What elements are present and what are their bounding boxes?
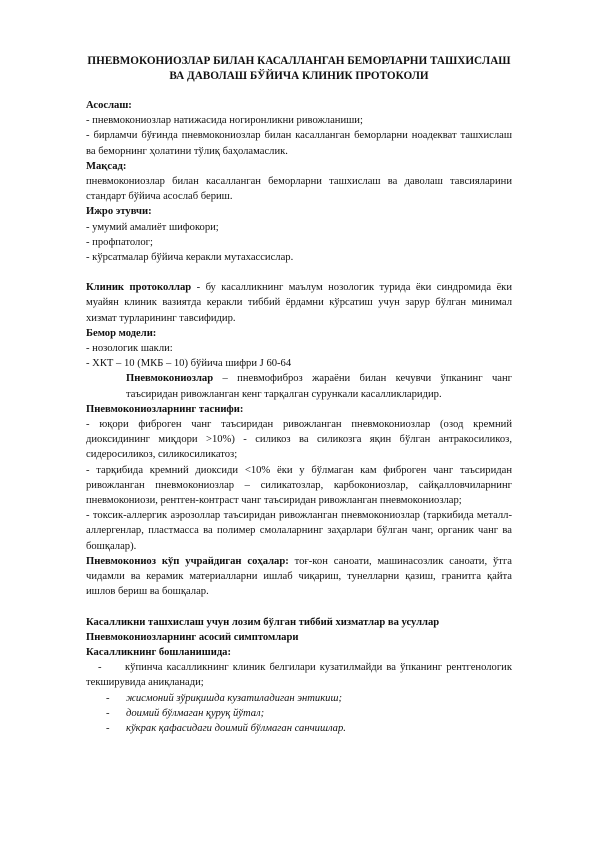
dash-mark: -	[106, 692, 110, 704]
list-item: - профпатолог;	[86, 236, 153, 248]
maqsad-text: пневмокониозлар билан касалланган беморларни ташхислаш ва даволаш тавсияларини стандарт бўйича асослаб бериш.	[86, 176, 512, 203]
list-item	[86, 691, 512, 706]
ijro-heading: Ижро этувчи:	[86, 206, 152, 218]
asoslash-heading: Асослаш:	[86, 100, 132, 111]
list-item	[86, 706, 512, 721]
list-item	[86, 721, 512, 736]
symptom-text: кўкрак қафасидаги доимий бўлмаган санчишлар.	[126, 722, 346, 734]
asoslash-item: - бирламчи бўғинда пневмокониозлар билан касалланган беморларни ноадекват ташхислаш ва беморнинг ҳолатини тўлиқ баҳоламаслик.	[86, 130, 512, 157]
dash-mark: -	[98, 662, 102, 674]
klinik-definition: - бу касалликнинг маълум нозологик турида ёки синдромида ёки муайян клиник вазиятда керакли тиббий ёрдамни кўрсатиш учун зарур бўлган минимал хизмат турларининг тавсифидир.	[86, 282, 512, 324]
onset-intro-text: кўпинча касалликнинг клиник белгилари кузатилмайди ва ўпканинг рентгенологик текширувида аниқланади;	[86, 662, 512, 689]
definition-paragraph	[86, 371, 512, 401]
symptom-text: доимий бўлмаган қуруқ йўтал;	[126, 707, 265, 719]
sohalar-text: тоғ-кон саноати, машинасозлик саноати, ўтга чидамли ва керамик материалларни ишлаб чиқариш, тунелларни қазиш, гранитга қайта ишлов бериш ва бошқалар.	[86, 555, 512, 598]
list-item: - тарқибида кремний диоксиди <10% ёки у бўлмаган кам фиброген чанг таъсиридан ривожланган пневмокониозлар – силикатозлар, карбокониозлар, сайқалловчиларнинг пневмокониози, рентген-контраст чанг таъсиридан ривожланган пневмокониозлар;	[86, 464, 512, 507]
list-item: - умумий амалиёт шифокори;	[86, 221, 219, 233]
bemor-line: - нозологик шакли:	[86, 343, 173, 355]
bemor-line: - ХКТ – 10 (МКБ – 10) бўйича шифри J 60-64	[86, 358, 292, 370]
klinik-term: Клиник протоколлар	[86, 282, 192, 294]
list-item: - токсик-аллергик аэрозоллар таъсиридан ривожланган пневмокониозлар (таркибида металл-аллергенлар, пластмасса ва полимер смолаларнинг заҳарлари бўлган чанг, органик чанг ва бошқалар).	[86, 510, 512, 552]
bemor-heading: Бемор модели:	[86, 327, 157, 339]
services-heading: Касалликни ташхислаш учун лозим бўлган тиббий хизматлар ва усуллар	[86, 616, 440, 628]
onset-heading: Касалликнинг бошланишида:	[86, 646, 232, 658]
symptom-text: жисмоний зўриқишда кузатиладиган энтикиш;	[126, 692, 342, 704]
list-item: - юқори фиброген чанг таъсиридан ривожланган пневмокониозлар (озод кремний диоксидининг миқдори >10%) - силикоз ва силикозга яқин бўлган антракосиликоз, сидеросиликоз, силикосиликатоз;	[86, 419, 512, 461]
document-page	[86, 54, 512, 736]
list-item: - кўрсатмалар бўйича керакли мутахассислар.	[86, 252, 294, 264]
sohalar-paragraph	[86, 554, 512, 600]
asoslash-item: - пневмокониозлар натижасида ногиронликни ривожланиши;	[86, 115, 363, 127]
dash-mark: -	[106, 722, 110, 734]
sohalar-term: Пневмокониоз кўп учрайдиган соҳалар:	[86, 555, 289, 567]
tasnif-heading: Пневмокониозларнинг таснифи:	[86, 403, 244, 415]
title-line-1: ПНЕВМОКОНИОЗЛАР БИЛАН КАСАЛЛАНГАН БЕМОРЛАРНИ ТАШХИСЛАШ	[87, 55, 511, 67]
klinik-paragraph	[86, 280, 512, 326]
title-line-2: ВА ДАВОЛАШ БЎЙИЧА КЛИНИК ПРОТОКОЛИ	[169, 70, 429, 82]
document-title	[86, 54, 512, 84]
definition-text: – пневмофиброз жараёни билан кечувчи ўпканинг чанг таъсиридан ривожланган кенг тарқалган сурункали касалликларидир.	[126, 373, 512, 400]
symptoms-heading: Пневмокониозларнинг асосий симптомлари	[86, 631, 299, 643]
definition-term: Пневмокониозлар	[126, 373, 214, 385]
onset-intro	[86, 660, 512, 690]
dash-mark: -	[106, 707, 110, 719]
maqsad-heading: Мақсад:	[86, 160, 127, 172]
